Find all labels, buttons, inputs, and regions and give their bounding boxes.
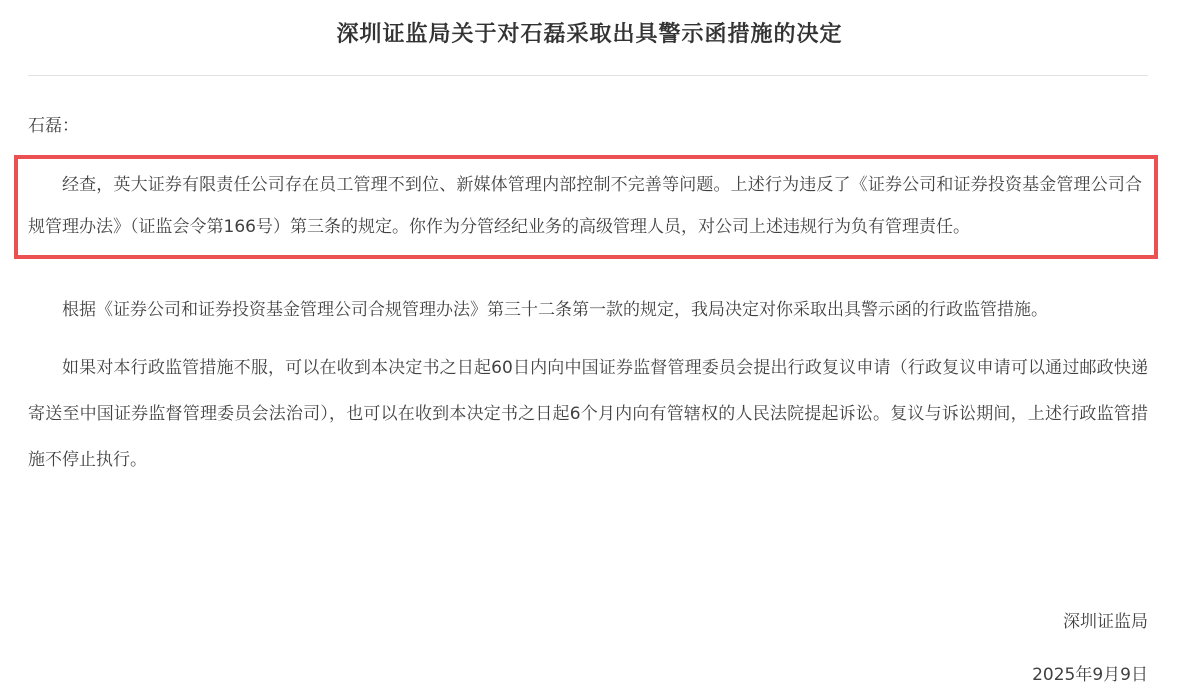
- salutation: 石磊：: [28, 116, 79, 136]
- issue-date: 2025年9月9日: [1032, 665, 1148, 685]
- document-body: [28, 76, 1148, 686]
- paragraph-decision: 根据《证券公司和证券投资基金管理公司合规管理办法》第三十二条第一款的规定，我局决定对你采取出具警示函的行政监管措施。: [62, 300, 1048, 320]
- issuer-signature: 深圳证监局: [1063, 612, 1148, 632]
- page-title: 深圳证监局关于对石磊采取出具警示函措施的决定: [336, 22, 843, 47]
- highlighted-paragraph: 经查，英大证券有限责任公司存在员工管理不到位、新媒体管理内部控制不完善等问题。上述行为违反了《证券公司和证券投资基金管理公司合规管理办法》（证监会令第166号）第三条的规定。你作为分管经纪业务的高级管理人员，对公司上述违规行为负有管理责任。: [28, 175, 1142, 237]
- paragraph-appeal-rights: 如果对本行政监管措施不服，可以在收到本决定书之日起60日内向中国证券监督管理委员会提出行政复议申请（行政复议申请可以通过邮政快递寄送至中国证券监督管理委员会法治司），也可以在收到本决定书之日起6个月内向有管辖权的人民法院提起诉讼。复议与诉讼期间，上述行政监管措施不停止执行。: [28, 358, 1148, 470]
- red-annotation-box: [14, 155, 1158, 259]
